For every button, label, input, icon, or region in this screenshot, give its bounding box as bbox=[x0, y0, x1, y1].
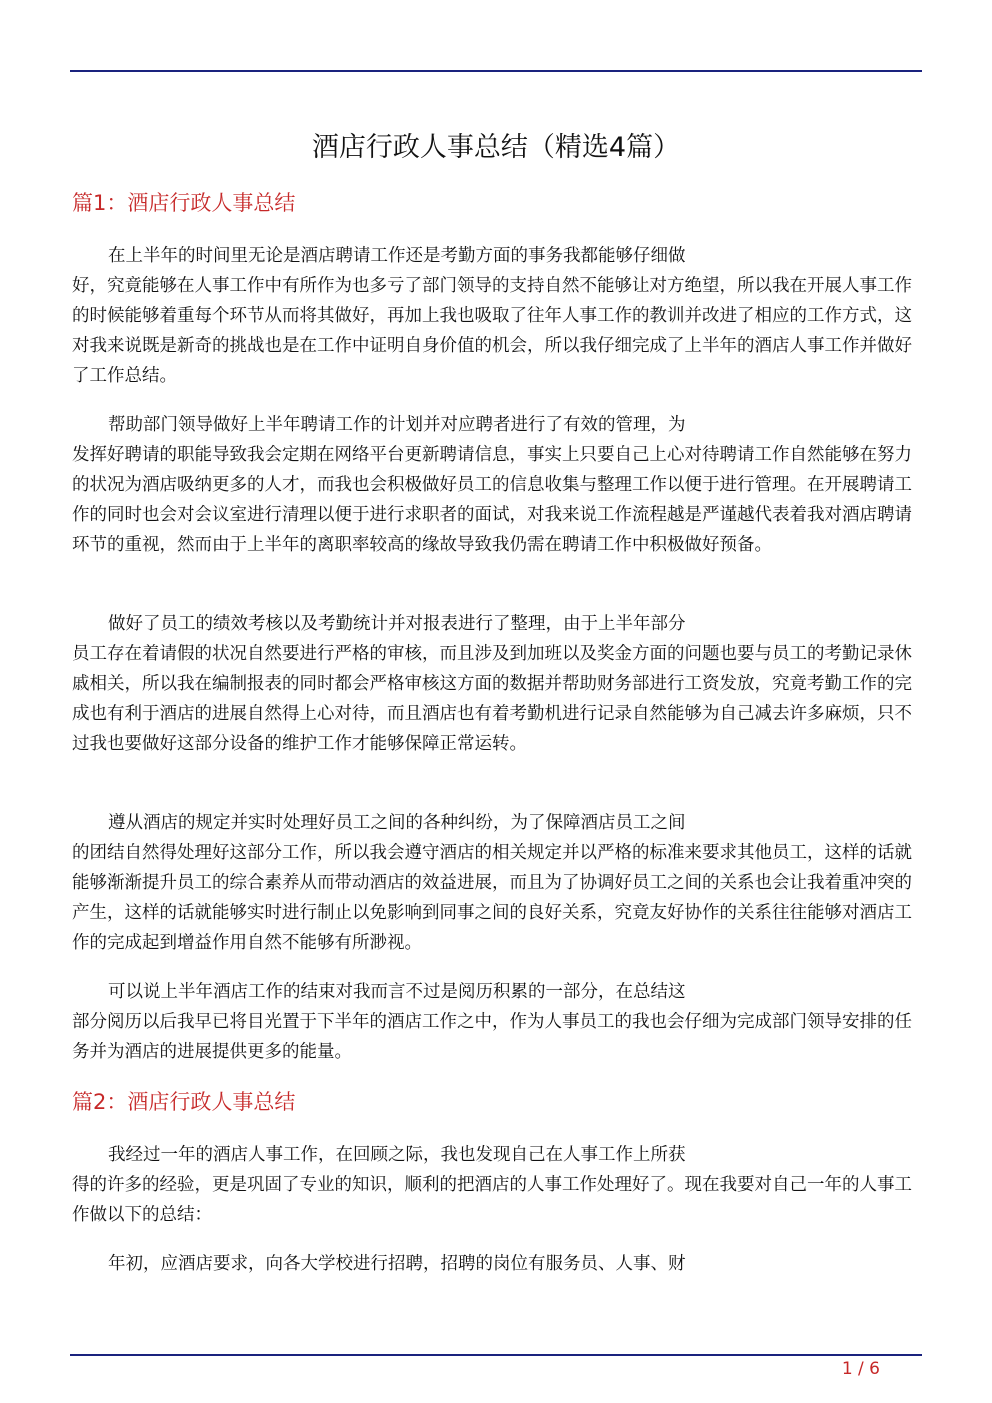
paragraph-first-line: 遵从酒店的规定并实时处理好员工之间的各种纠纷，为了保障酒店员工之间 bbox=[108, 813, 686, 833]
paragraph-first-line: 我经过一年的酒店人事工作，在回顾之际，我也发现自己在人事工作上所获 bbox=[108, 1145, 686, 1165]
paragraph bbox=[72, 410, 912, 560]
paragraph-first-line: 做好了员工的绩效考核以及考勤统计并对报表进行了整理，由于上半年部分 bbox=[108, 614, 686, 634]
paragraph-body: 好，究竟能够在人事工作中有所作为也多亏了部门领导的支持自然不能够让对方绝望，所以我在开展人事工作的时候能够着重每个环节从而将其做好，再加上我也吸取了往年人事工作的教训并改进了相应的工作方式，这对我来说既是新奇的挑战也是在工作中证明自身价值的机会，所以我仔细完成了上半年的酒店人事工作并做好了工作总结。 bbox=[72, 276, 912, 386]
paragraph bbox=[72, 977, 912, 1067]
paragraph-body: 得的许多的经验，更是巩固了专业的知识，顺利的把酒店的人事工作处理好了。现在我要对自己一年的人事工作做以下的总结： bbox=[72, 1175, 912, 1225]
paragraph bbox=[72, 1140, 912, 1230]
paragraph-body: 员工存在着请假的状况自然要进行严格的审核，而且涉及到加班以及奖金方面的问题也要与员工的考勤记录休戚相关，所以我在编制报表的同时都会严格审核这方面的数据并帮助财务部进行工资发放，究竟考勤工作的完成也有利于酒店的进展自然得上心对待，而且酒店也有着考勤机进行记录自然能够为自己减去许多麻烦，只不过我也要做好这部分设备的维护工作才能够保障正常运转。 bbox=[72, 644, 912, 754]
paragraph-body: 部分阅历以后我早已将目光置于下半年的酒店工作之中，作为人事员工的我也会仔细为完成部门领导安排的任务并为酒店的进展提供更多的能量。 bbox=[72, 1012, 912, 1062]
paragraph-first-line: 年初，应酒店要求，向各大学校进行招聘，招聘的岗位有服务员、人事、财 bbox=[108, 1254, 686, 1274]
paragraph-body: 的团结自然得处理好这部分工作，所以我会遵守酒店的相关规定并以严格的标准来要求其他员工，这样的话就能够渐渐提升员工的综合素养从而带动酒店的效益进展，而且为了协调好员工之间的关系也会让我着重冲突的产生，这样的话就能够实时进行制止以免影响到同事之间的良好关系，究竟友好协作的关系往往能够对酒店工作的完成起到增益作用自然不能够有所渺视。 bbox=[72, 843, 912, 953]
paragraph-first-line: 在上半年的时间里无论是酒店聘请工作还是考勤方面的事务我都能够仔细做 bbox=[108, 246, 686, 266]
section-heading-1: 篇1：酒店行政人事总结 bbox=[72, 191, 296, 215]
paragraph bbox=[72, 241, 912, 391]
document-title: 酒店行政人事总结（精选4篇） bbox=[311, 132, 681, 163]
header-rule bbox=[70, 70, 922, 72]
paragraph-body: 发挥好聘请的职能导致我会定期在网络平台更新聘请信息，事实上只要自己上心对待聘请工作自然能够在努力的状况为酒店吸纳更多的人才，而我也会积极做好员工的信息收集与整理工作以便于进行管理。在开展聘请工作的同时也会对会议室进行清理以便于进行求职者的面试，对我来说工作流程越是严谨越代表着我对酒店聘请环节的重视，然而由于上半年的离职率较高的缘故导致我仍需在聘请工作中积极做好预备。 bbox=[72, 445, 912, 555]
footer-rule bbox=[70, 1354, 922, 1356]
paragraph bbox=[72, 808, 912, 958]
paragraph bbox=[72, 1249, 912, 1279]
page-number: 1 / 6 bbox=[841, 1359, 880, 1379]
section-heading-2: 篇2：酒店行政人事总结 bbox=[72, 1090, 296, 1114]
paragraph bbox=[72, 609, 912, 759]
paragraph-first-line: 可以说上半年酒店工作的结束对我而言不过是阅历积累的一部分，在总结这 bbox=[108, 982, 686, 1002]
paragraph-first-line: 帮助部门领导做好上半年聘请工作的计划并对应聘者进行了有效的管理，为 bbox=[108, 415, 686, 435]
